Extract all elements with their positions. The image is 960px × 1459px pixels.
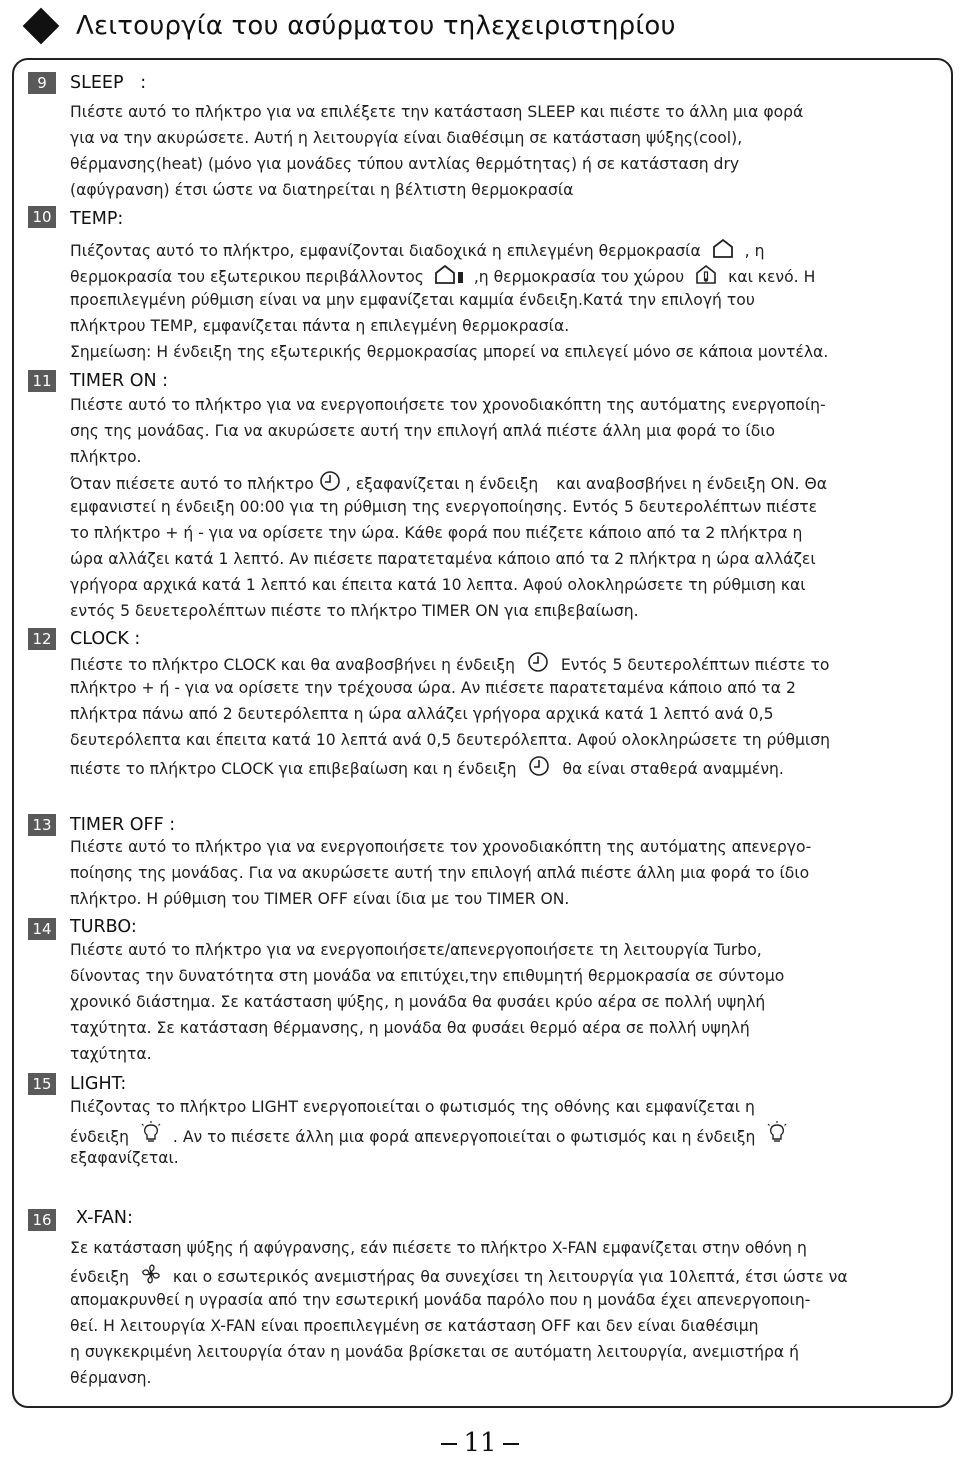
timer-on-text-line: [70, 470, 827, 495]
section-number-12: 12: [28, 628, 56, 650]
temp-text-line: [70, 263, 815, 288]
section-number-9: 9: [28, 72, 56, 94]
light-bulb-icon: [138, 1121, 164, 1145]
sleep-text-line: για να την ακυρώσετε. Αυτή η λειτουργία είναι διαθέσιμη σε κατάσταση ψύξης(cool),: [70, 129, 743, 147]
light-text-line: εξαφανίζεται.: [70, 1149, 179, 1167]
outdoor-unit-icon: [433, 263, 465, 285]
temp-text-line: προεπιλεγμένη ρύθμιση είναι να μην εμφανίζεται καμμία ένδειξη.Κατά την επιλογή του: [70, 291, 755, 309]
house-thermometer-icon: [693, 263, 719, 285]
light-text-line: [70, 1121, 794, 1148]
turbo-text-line: ταχύτητα. Σε κατάσταση θέρμανσης, η μονάδα θα φυσάει θερμό αέρα σε πολλή υψηλή: [70, 1019, 750, 1037]
sleep-text-line: Πιέστε αυτό το πλήκτρο για να επιλέξετε την κατάσταση SLEEP και πιέστε το άλλη μια φορά: [70, 103, 804, 121]
xfan-text: και ο εσωτερικός ανεμιστήρας θα συνεχίσει τη λειτουργία για 10λεπτά, έτσι ώστε να: [172, 1268, 848, 1286]
clock-text-line: πλήκτρο + ή - για να ορίσετε την τρέχουσα ώρα. Αν πιέσετε παρατεταμένα κάποιο από τα 2: [70, 679, 796, 697]
section-number-16: 16: [28, 1209, 56, 1231]
diamond-bullet-icon: [23, 8, 60, 45]
clock-text: πιέστε το πλήκτρο CLOCK για επιβεβαίωση και η ένδειξη: [70, 760, 517, 778]
temp-text: Πιέζοντας αυτό το πλήκτρο, εμφανίζονται διαδοχικά η επιλεγμένη θερμοκρασία: [70, 242, 701, 260]
timer-on-text-line: εντός 5 δευετερολέπτων πιέστε το πλήκτρο TIMER ON για επιβεβαίωση.: [70, 602, 639, 620]
xfan-text-line: Σε κατάσταση ψύξης ή αφύγρανσης, εάν πιέσετε το πλήκτρο X-FAN εμφανίζεται στην οθόνη η: [70, 1239, 807, 1257]
section-number-13: 13: [28, 814, 56, 836]
light-text: . Αν το πιέσετε άλλη μια φορά απενεργοποιείται ο φωτισμός και η ένδειξη: [172, 1128, 756, 1146]
section-number-14: 14: [28, 918, 56, 940]
xfan-text-line: [70, 1263, 848, 1288]
xfan-text-line: η συγκεκριμένη λειτουργία όταν η μονάδα βρίσκεται σε αυτόματη λειτουργία, ανεμιστήρα ή: [70, 1343, 800, 1361]
clock-text-line: [70, 651, 829, 676]
timer-on-text-line: εμφανιστεί η ένδειξη 00:00 για τη ρύθμιση της ενεργοποίησης. Εντός 5 δευτερολέπτων πιέστε: [70, 498, 818, 516]
temp-text: ,η θερμοκρασία του χώρου: [473, 268, 685, 286]
fan-icon: [138, 1263, 164, 1285]
timer-off-text-line: πλήκτρο. Η ρύθμιση του TIMER OFF είναι ίδια με του TIMER ON.: [70, 890, 570, 908]
section-heading-timer-off: TIMER OFF :: [70, 815, 176, 835]
xfan-text-line: θεί. Η λειτουργία X-FAN είναι προεπιλεγμένη σε κατάσταση OFF και δεν είναι διαθέσιμη: [70, 1317, 759, 1335]
turbo-text-line: ταχύτητα.: [70, 1045, 152, 1063]
section-heading-clock: CLOCK :: [70, 629, 141, 649]
clock-text-line: πλήκτρα πάνω από 2 δευτερόλεπτα η ώρα αλλάζει γρήγορα αρχικά κατά 1 λεπτό ανά 0,5: [70, 705, 774, 723]
turbo-text-line: χρονικό διάστημα. Σε κατάσταση ψύξης, η μονάδα θα φυσάει κρύο αέρα σε πολλή υψηλή: [70, 993, 766, 1011]
light-text-line: Πιέζοντας το πλήκτρο LIGHT ενεργοποιείται ο φωτισμός της οθόνης και εμφανίζεται η: [70, 1098, 755, 1116]
timer-on-text: και αναβοσβήνει η ένδειξη ON. Θα: [556, 475, 828, 493]
section-heading-temp: TEMP:: [70, 209, 124, 229]
xfan-text: ένδειξη: [70, 1268, 129, 1286]
clock-icon: [525, 755, 553, 777]
turbo-text-line: Πιέστε αυτό το πλήκτρο για να ενεργοποιήσετε/απενεργοποιήσετε τη λειτουργία Turbo,: [70, 941, 762, 959]
timer-on-text: Όταν πιέσετε αυτό το πλήκτρο: [70, 475, 314, 493]
timer-on-text-line: πλήκτρο.: [70, 448, 142, 466]
page-number-dash: [503, 1443, 519, 1445]
light-text: ένδειξη: [70, 1128, 129, 1146]
section-number-11: 11: [28, 370, 56, 392]
page-header: [22, 6, 676, 46]
timer-on-text-line: σης της μονάδας. Για να ακυρώσετε αυτή την επιλογή απλά πιέστε άλλη μια φορά το ίδιο: [70, 422, 776, 440]
clock-text: Εντός 5 δευτερολέπτων πιέστε το: [560, 656, 830, 674]
timer-on-text-line: το πλήκτρο + ή - για να ορίσετε την ώρα. Κάθε φορά που πιέζετε κάποιο από τα 2 πλήκτρα η: [70, 524, 803, 542]
section-heading-sleep: SLEEP :: [70, 73, 147, 93]
page-number-dash: [441, 1443, 457, 1445]
house-icon: [710, 237, 736, 259]
light-bulb-icon: [764, 1121, 790, 1145]
turbo-text-line: δίνοντας την δυνατότητα στη μονάδα να επιτύχει,την επιθυμητή θερμοκρασία σε σύντομο: [70, 967, 785, 985]
clock-text-line: δευτερόλεπτα και έπειτα κατά 10 λεπτά ανά 0,5 δευτερόλεπτα. Αφού ολοκληρώσετε τη ρύθμιση: [70, 731, 830, 749]
temp-text-line: [70, 237, 764, 262]
section-number-10: 10: [28, 206, 56, 228]
section-heading-timer-on: TIMER ON :: [70, 371, 169, 391]
timer-off-text-line: Πιέστε αυτό το πλήκτρο για να ενεργοποιήσετε τον χρονοδιακόπτη της αυτόματης απενεργο-: [70, 838, 812, 856]
xfan-text-line: απομακρυνθεί η υγρασία από την εσωτερική μονάδα παρόλο που η μονάδα έχει απενεργοποιη-: [70, 1291, 811, 1309]
sleep-text-line: (αφύγρανση) έτσι ώστε να διατηρείται η βέλτιστη θερμοκρασία: [70, 181, 574, 199]
section-number-15: 15: [28, 1073, 56, 1095]
clock-text: θα είναι σταθερά αναμμένη.: [562, 760, 784, 778]
page-title: Λειτουργία του ασύρματου τηλεχειριστηρίου: [76, 11, 676, 41]
clock-text: Πιέστε το πλήκτρο CLOCK και θα αναβοσβήνει η ένδειξη: [70, 656, 515, 674]
timer-on-text-line: γρήγορα αρχικά κατά 1 λεπτό και έπειτα κατά 10 λεπτα. Αφού ολοκληρώσετε τη ρύθμιση και: [70, 576, 806, 594]
section-heading-light: LIGHT:: [70, 1074, 127, 1094]
section-heading-turbo: TURBO:: [70, 917, 137, 937]
temp-note-line: Σημείωση: Η ένδειξη της εξωτερικής θερμοκρασίας μπορεί να επιλεγεί μόνο σε κάποια μοντέλα.: [70, 343, 829, 361]
clock-icon: [318, 470, 342, 492]
sleep-text-line: θέρμανσης(heat) (μόνο για μονάδες τύπου αντλίας θερμότητας) ή σε κατάσταση dry: [70, 155, 740, 173]
temp-text-line: πλήκτρου TEMP, εμφανίζεται πάντα η επιλεγμένη θερμοκρασία.: [70, 317, 570, 335]
temp-text: θερμοκρασία του εξωτερικου περιβάλλοντος: [70, 268, 424, 286]
page-number-value: 11: [463, 1428, 497, 1458]
timer-off-text-line: ποίησης της μονάδας. Για να ακυρώσετε αυτή την επιλογή απλά πιέστε άλλη μια φορά το ίδιο: [70, 864, 810, 882]
timer-on-text: , εξαφανίζεται η ένδειξη: [345, 475, 539, 493]
temp-text: και κενό. Η: [728, 268, 816, 286]
temp-text: , η: [744, 242, 765, 260]
timer-on-text-line: Πιέστε αυτό το πλήκτρο για να ενεργοποιήσετε τον χρονοδιακόπτη της αυτόματης ενεργοποίη-: [70, 396, 826, 414]
timer-on-text-line: ώρα αλλάζει κατά 1 λεπτό. Αν πιέσετε παρατεταμένα κάποιο από τα 2 πλήκτρα η ώρα αλλάζει: [70, 550, 816, 568]
section-heading-xfan: X-FAN:: [76, 1208, 133, 1228]
clock-icon: [524, 651, 552, 673]
clock-text-line: [70, 755, 784, 780]
xfan-text-line: θέρμανση.: [70, 1369, 152, 1387]
page-number: [0, 1427, 960, 1459]
